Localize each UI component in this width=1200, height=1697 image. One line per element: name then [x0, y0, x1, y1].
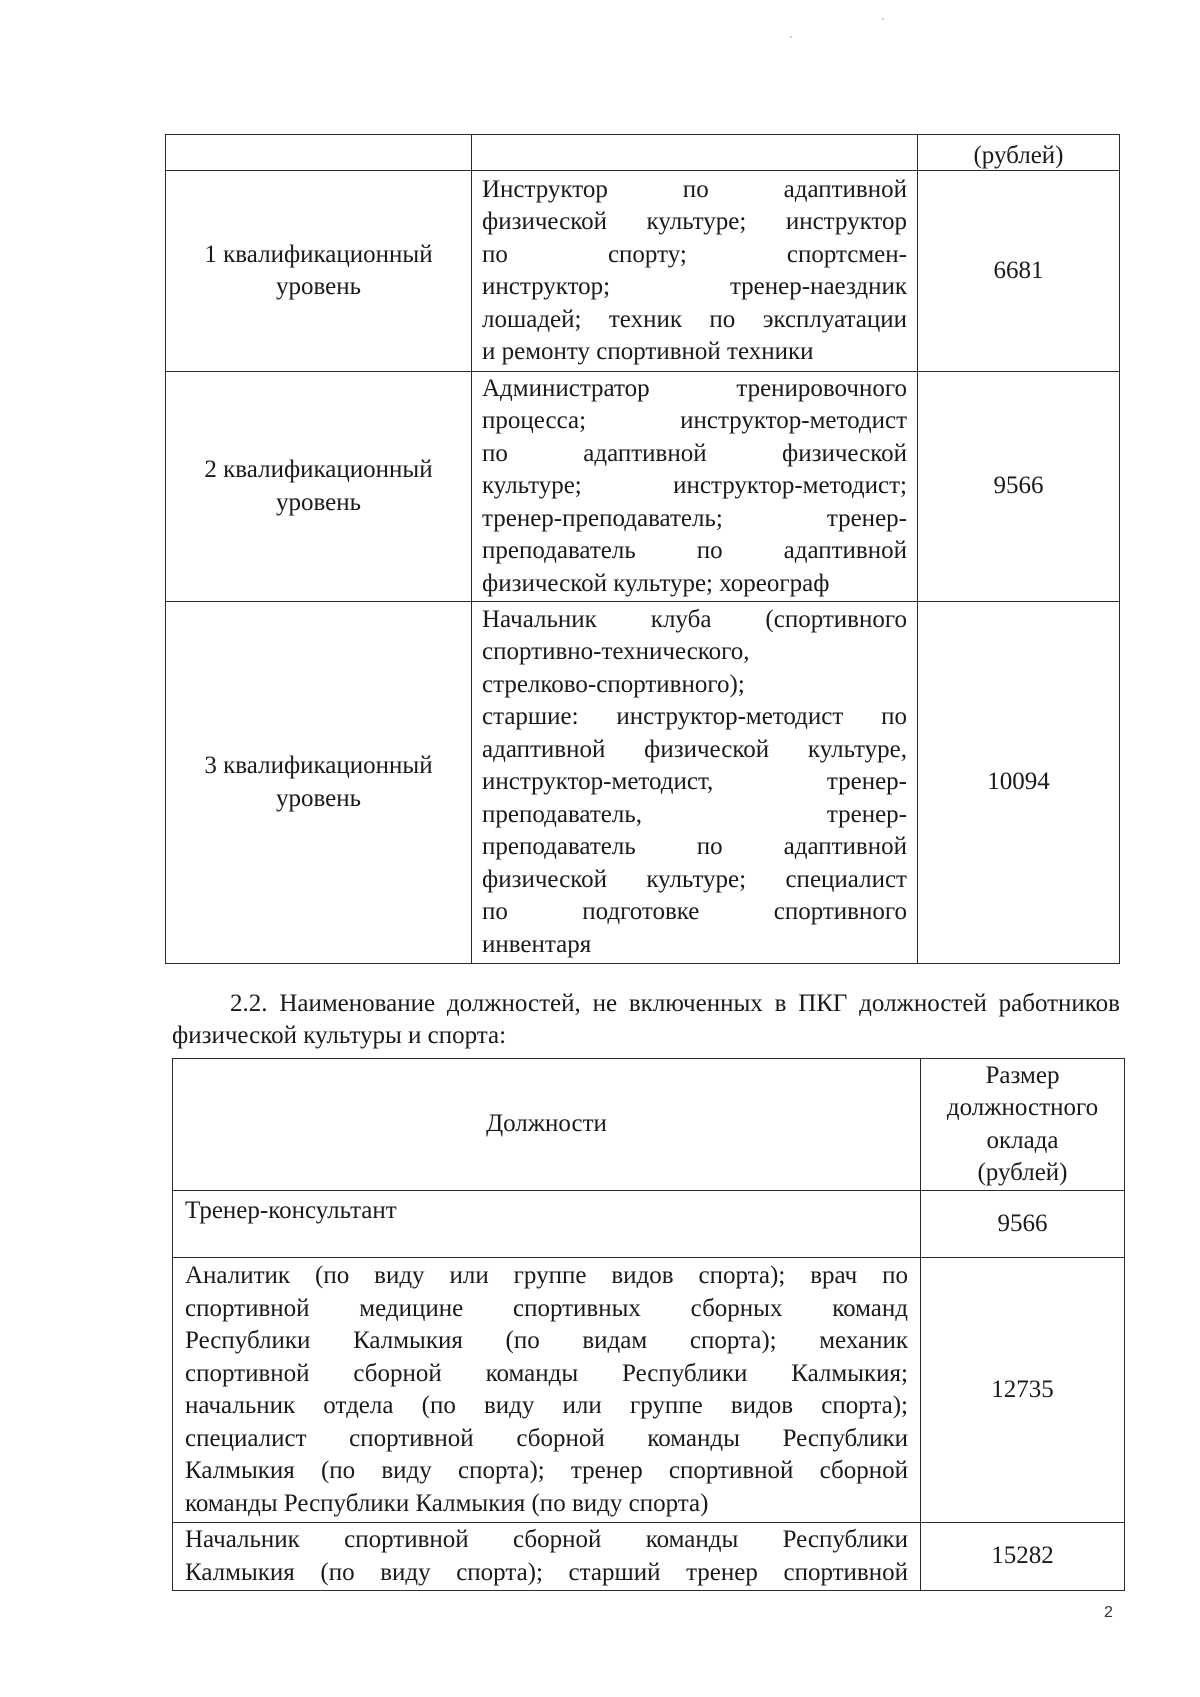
positions-header: Должности	[173, 1059, 921, 1191]
text-line: адаптивной физической культуре,	[482, 735, 907, 763]
header-line: должностного	[946, 1094, 1099, 1121]
text-line: культуре; инструктор-методист;	[482, 472, 907, 500]
text-line: процесса; инструктор-методист	[482, 407, 907, 435]
positions-cell	[472, 602, 918, 964]
text-line: по подготовке спортивного	[482, 898, 907, 926]
table-row	[166, 602, 1120, 964]
salary-header	[921, 1059, 1125, 1191]
table1-unit-header: (рублей)	[918, 135, 1120, 171]
text-line: физической культуре; инструктор	[482, 208, 907, 235]
table-row	[173, 1191, 1125, 1258]
table1-header-row	[166, 135, 1120, 171]
text-line: спортивно-технического,	[482, 638, 750, 666]
text-line: специалист спортивной сборной команды Республики	[185, 1424, 908, 1452]
table-row	[166, 171, 1120, 372]
text-line: физической культуре; специалист	[482, 865, 907, 893]
salary-cell: 15282	[921, 1523, 1125, 1591]
text-line: по спорту; спортсмен-	[482, 240, 907, 268]
scan-speck	[790, 36, 792, 38]
text-line: по адаптивной физической	[482, 439, 907, 467]
table2-header-row	[173, 1059, 1125, 1191]
level-cell: 1 квалификационный уровень	[166, 171, 472, 372]
text-line: спортивной медицине спортивных сборных команд	[185, 1294, 908, 1322]
text-line: Инструктор по адаптивной	[482, 175, 907, 203]
salary-cell: 9566	[921, 1191, 1125, 1258]
page-number: 2	[1104, 1604, 1113, 1621]
scan-speck	[882, 18, 884, 20]
text-line: и ремонту спортивной техники	[482, 338, 814, 365]
header-line: оклада	[986, 1126, 1059, 1154]
salary-cell: 9566	[918, 372, 1120, 602]
positions-cell	[173, 1258, 921, 1523]
text-line: преподаватель, тренер-	[482, 800, 907, 828]
salary-cell: 6681	[918, 171, 1120, 372]
level-cell: 3 квалификационный уровень	[166, 602, 472, 964]
text-line: физической культуре; хореограф	[482, 569, 830, 597]
text-line: Республики Калмыкия (по видам спорта); механик	[185, 1327, 908, 1354]
text-line: инструктор-методист, тренер-	[482, 768, 907, 796]
text-line: спортивной сборной команды Республики Калмыкия;	[185, 1359, 908, 1387]
text-line: Начальник спортивной сборной команды Республики	[185, 1526, 908, 1553]
text-line: Калмыкия (по виду спорта); старший тренер спортивной	[185, 1558, 908, 1586]
salary-cell: 12735	[921, 1258, 1125, 1523]
positions-cell	[173, 1191, 921, 1258]
table1-header-empty	[472, 135, 918, 171]
text-line: преподаватель по адаптивной	[482, 833, 907, 861]
level-cell: 2 квалификационный уровень	[166, 372, 472, 602]
text-line: лошадей; техник по эксплуатации	[482, 305, 907, 333]
header-line: (рублей)	[977, 1159, 1068, 1186]
text-line: Тренер-консультант	[185, 1197, 397, 1224]
text-line: стрелково-спортивного);	[482, 670, 745, 698]
salary-cell: 10094	[918, 602, 1120, 964]
positions-cell	[472, 372, 918, 602]
section-2-2-paragraph: 2.2. Наименование должностей, не включенных в ПКГ должностей работников физической культуры и спорта:	[172, 990, 1120, 1049]
text-line: Аналитик (по виду или группе видов спорта); врач по	[185, 1262, 908, 1289]
text-line: инструктор; тренер-наездник	[482, 273, 907, 300]
qualification-levels-table	[165, 134, 1120, 964]
text-line: инвентаря	[482, 930, 592, 958]
text-line: тренер-преподаватель; тренер-	[482, 504, 907, 532]
table-row	[173, 1258, 1125, 1523]
table-row	[173, 1523, 1125, 1591]
table1-header-empty	[166, 135, 472, 171]
text-line: старшие: инструктор-методист по	[482, 703, 907, 731]
positions-cell	[472, 171, 918, 372]
text-line: начальник отдела (по виду или группе видов спорта);	[185, 1392, 908, 1419]
other-positions-table	[172, 1058, 1125, 1591]
text-line: команды Республики Калмыкия (по виду спорта)	[185, 1489, 709, 1517]
header-line: Размер	[985, 1061, 1060, 1089]
positions-cell	[173, 1523, 921, 1591]
text-line: Калмыкия (по виду спорта); тренер спортивной сборной	[185, 1457, 908, 1484]
text-line: Администратор тренировочного	[482, 374, 907, 402]
text-line: Начальник клуба (спортивного	[482, 605, 907, 633]
table-row	[166, 372, 1120, 602]
text-line: преподаватель по адаптивной	[482, 537, 907, 565]
